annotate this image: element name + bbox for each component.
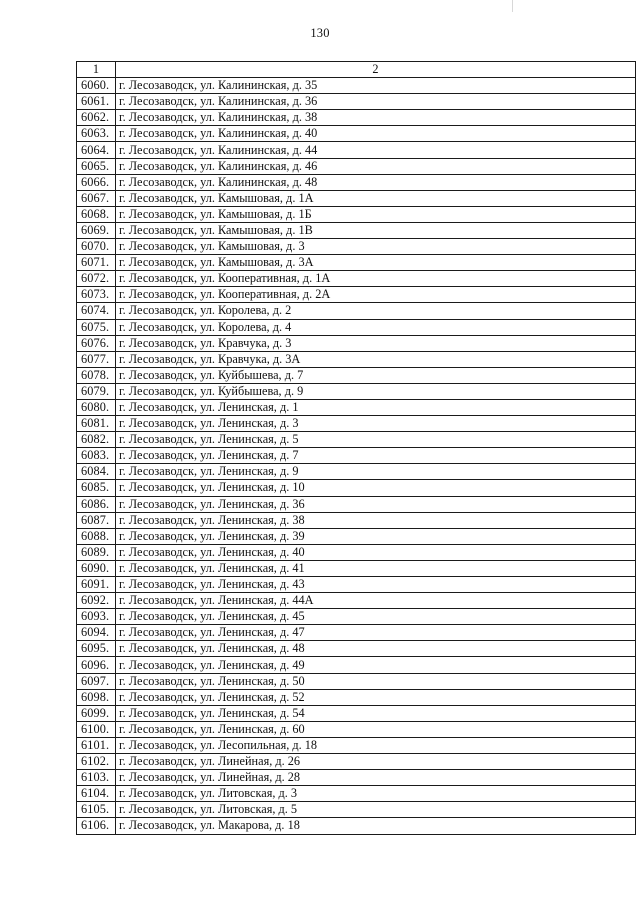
table-row [77,609,636,625]
table-row [77,351,636,367]
table-row [77,544,636,560]
table-row [77,577,636,593]
address-cell: г. Лесозаводск, ул. Куйбышева, д. 9 [116,383,636,399]
address-cell: г. Лесозаводск, ул. Макарова, д. 18 [116,818,636,834]
row-number-cell: 6078. [77,367,116,383]
address-cell: г. Лесозаводск, ул. Ленинская, д. 50 [116,673,636,689]
address-cell: г. Лесозаводск, ул. Лесопильная, д. 18 [116,737,636,753]
row-number-cell: 6076. [77,335,116,351]
table-row [77,399,636,415]
row-number-cell: 6103. [77,770,116,786]
table-row [77,464,636,480]
row-number-cell: 6065. [77,158,116,174]
address-cell: г. Лесозаводск, ул. Королева, д. 2 [116,303,636,319]
row-number-cell: 6067. [77,190,116,206]
row-number-cell: 6098. [77,689,116,705]
table-row [77,721,636,737]
address-cell: г. Лесозаводск, ул. Калининская, д. 48 [116,174,636,190]
table-row [77,657,636,673]
row-number-cell: 6062. [77,110,116,126]
table-row [77,673,636,689]
table-row [77,110,636,126]
table-body [77,78,636,834]
row-number-cell: 6077. [77,351,116,367]
address-cell: г. Лесозаводск, ул. Литовская, д. 3 [116,786,636,802]
row-number-cell: 6106. [77,818,116,834]
row-number-cell: 6104. [77,786,116,802]
row-number-cell: 6087. [77,512,116,528]
address-cell: г. Лесозаводск, ул. Ленинская, д. 10 [116,480,636,496]
address-cell: г. Лесозаводск, ул. Ленинская, д. 1 [116,399,636,415]
address-cell: г. Лесозаводск, ул. Линейная, д. 26 [116,754,636,770]
table-row [77,625,636,641]
page-number: 130 [310,26,330,40]
row-number-cell: 6069. [77,222,116,238]
row-number-cell: 6105. [77,802,116,818]
address-cell: г. Лесозаводск, ул. Кравчука, д. 3 [116,335,636,351]
row-number-cell: 6063. [77,126,116,142]
row-number-cell: 6079. [77,383,116,399]
table-row [77,432,636,448]
table-row [77,190,636,206]
address-cell: г. Лесозаводск, ул. Камышовая, д. 1В [116,222,636,238]
address-cell: г. Лесозаводск, ул. Калининская, д. 35 [116,78,636,94]
address-cell: г. Лесозаводск, ул. Ленинская, д. 44А [116,593,636,609]
address-cell: г. Лесозаводск, ул. Калининская, д. 40 [116,126,636,142]
row-number-cell: 6070. [77,239,116,255]
address-cell: г. Лесозаводск, ул. Калининская, д. 44 [116,142,636,158]
row-number-cell: 6060. [77,78,116,94]
row-number-cell: 6100. [77,721,116,737]
table-row [77,126,636,142]
address-cell: г. Лесозаводск, ул. Ленинская, д. 41 [116,560,636,576]
address-cell: г. Лесозаводск, ул. Ленинская, д. 36 [116,496,636,512]
table-row [77,689,636,705]
row-number-cell: 6089. [77,544,116,560]
table-row [77,335,636,351]
table-row [77,641,636,657]
table-row [77,271,636,287]
table-row [77,303,636,319]
row-number-cell: 6071. [77,255,116,271]
table-row [77,786,636,802]
address-cell: г. Лесозаводск, ул. Камышовая, д. 1Б [116,206,636,222]
address-cell: г. Лесозаводск, ул. Ленинская, д. 7 [116,448,636,464]
address-cell: г. Лесозаводск, ул. Кооперативная, д. 1А [116,271,636,287]
row-number-cell: 6092. [77,593,116,609]
row-number-cell: 6080. [77,399,116,415]
row-number-cell: 6097. [77,673,116,689]
row-number-cell: 6066. [77,174,116,190]
table-row [77,174,636,190]
address-cell: г. Лесозаводск, ул. Литовская, д. 5 [116,802,636,818]
address-cell: г. Лесозаводск, ул. Ленинская, д. 54 [116,705,636,721]
row-number-cell: 6072. [77,271,116,287]
address-cell: г. Лесозаводск, ул. Ленинская, д. 45 [116,609,636,625]
row-number-cell: 6096. [77,657,116,673]
row-number-cell: 6095. [77,641,116,657]
address-cell: г. Лесозаводск, ул. Ленинская, д. 3 [116,416,636,432]
address-table [76,61,636,835]
row-number-cell: 6094. [77,625,116,641]
row-number-cell: 6088. [77,528,116,544]
table-row [77,416,636,432]
address-cell: г. Лесозаводск, ул. Камышовая, д. 1А [116,190,636,206]
column-header-number: 1 [77,62,116,78]
table-row [77,496,636,512]
table-row [77,94,636,110]
address-cell: г. Лесозаводск, ул. Ленинская, д. 5 [116,432,636,448]
address-cell: г. Лесозаводск, ул. Калининская, д. 36 [116,94,636,110]
address-cell: г. Лесозаводск, ул. Ленинская, д. 60 [116,721,636,737]
table-row [77,770,636,786]
row-number-cell: 6085. [77,480,116,496]
address-cell: г. Лесозаводск, ул. Ленинская, д. 9 [116,464,636,480]
table-row [77,142,636,158]
row-number-cell: 6086. [77,496,116,512]
row-number-cell: 6093. [77,609,116,625]
table-row [77,319,636,335]
row-number-cell: 6082. [77,432,116,448]
address-cell: г. Лесозаводск, ул. Линейная, д. 28 [116,770,636,786]
row-number-cell: 6073. [77,287,116,303]
address-cell: г. Лесозаводск, ул. Ленинская, д. 49 [116,657,636,673]
row-number-cell: 6084. [77,464,116,480]
row-number-cell: 6061. [77,94,116,110]
row-number-cell: 6099. [77,705,116,721]
row-number-cell: 6068. [77,206,116,222]
row-number-cell: 6091. [77,577,116,593]
row-number-cell: 6074. [77,303,116,319]
column-header-address: 2 [116,62,636,78]
address-cell: г. Лесозаводск, ул. Ленинская, д. 38 [116,512,636,528]
address-cell: г. Лесозаводск, ул. Ленинская, д. 39 [116,528,636,544]
table-row [77,287,636,303]
scan-artifact [512,0,513,12]
table-row [77,802,636,818]
address-cell: г. Лесозаводск, ул. Кооперативная, д. 2А [116,287,636,303]
table-row [77,754,636,770]
address-cell: г. Лесозаводск, ул. Ленинская, д. 40 [116,544,636,560]
table-row [77,528,636,544]
table-row [77,239,636,255]
row-number-cell: 6090. [77,560,116,576]
address-cell: г. Лесозаводск, ул. Королева, д. 4 [116,319,636,335]
row-number-cell: 6102. [77,754,116,770]
table-row [77,448,636,464]
table-row [77,737,636,753]
address-cell: г. Лесозаводск, ул. Калининская, д. 38 [116,110,636,126]
table-row [77,593,636,609]
row-number-cell: 6081. [77,416,116,432]
address-cell: г. Лесозаводск, ул. Куйбышева, д. 7 [116,367,636,383]
table-row [77,206,636,222]
table-row [77,255,636,271]
table-header-row [77,62,636,78]
table-row [77,705,636,721]
table-row [77,158,636,174]
table-row [77,78,636,94]
address-cell: г. Лесозаводск, ул. Ленинская, д. 48 [116,641,636,657]
table-row [77,480,636,496]
address-cell: г. Лесозаводск, ул. Камышовая, д. 3 [116,239,636,255]
row-number-cell: 6101. [77,737,116,753]
row-number-cell: 6075. [77,319,116,335]
row-number-cell: 6083. [77,448,116,464]
address-cell: г. Лесозаводск, ул. Ленинская, д. 47 [116,625,636,641]
address-cell: г. Лесозаводск, ул. Калининская, д. 46 [116,158,636,174]
table-row [77,512,636,528]
address-cell: г. Лесозаводск, ул. Ленинская, д. 52 [116,689,636,705]
address-cell: г. Лесозаводск, ул. Камышовая, д. 3А [116,255,636,271]
table-row [77,367,636,383]
table-row [77,818,636,834]
row-number-cell: 6064. [77,142,116,158]
address-cell: г. Лесозаводск, ул. Кравчука, д. 3А [116,351,636,367]
table-row [77,560,636,576]
table-row [77,222,636,238]
address-cell: г. Лесозаводск, ул. Ленинская, д. 43 [116,577,636,593]
table-row [77,383,636,399]
